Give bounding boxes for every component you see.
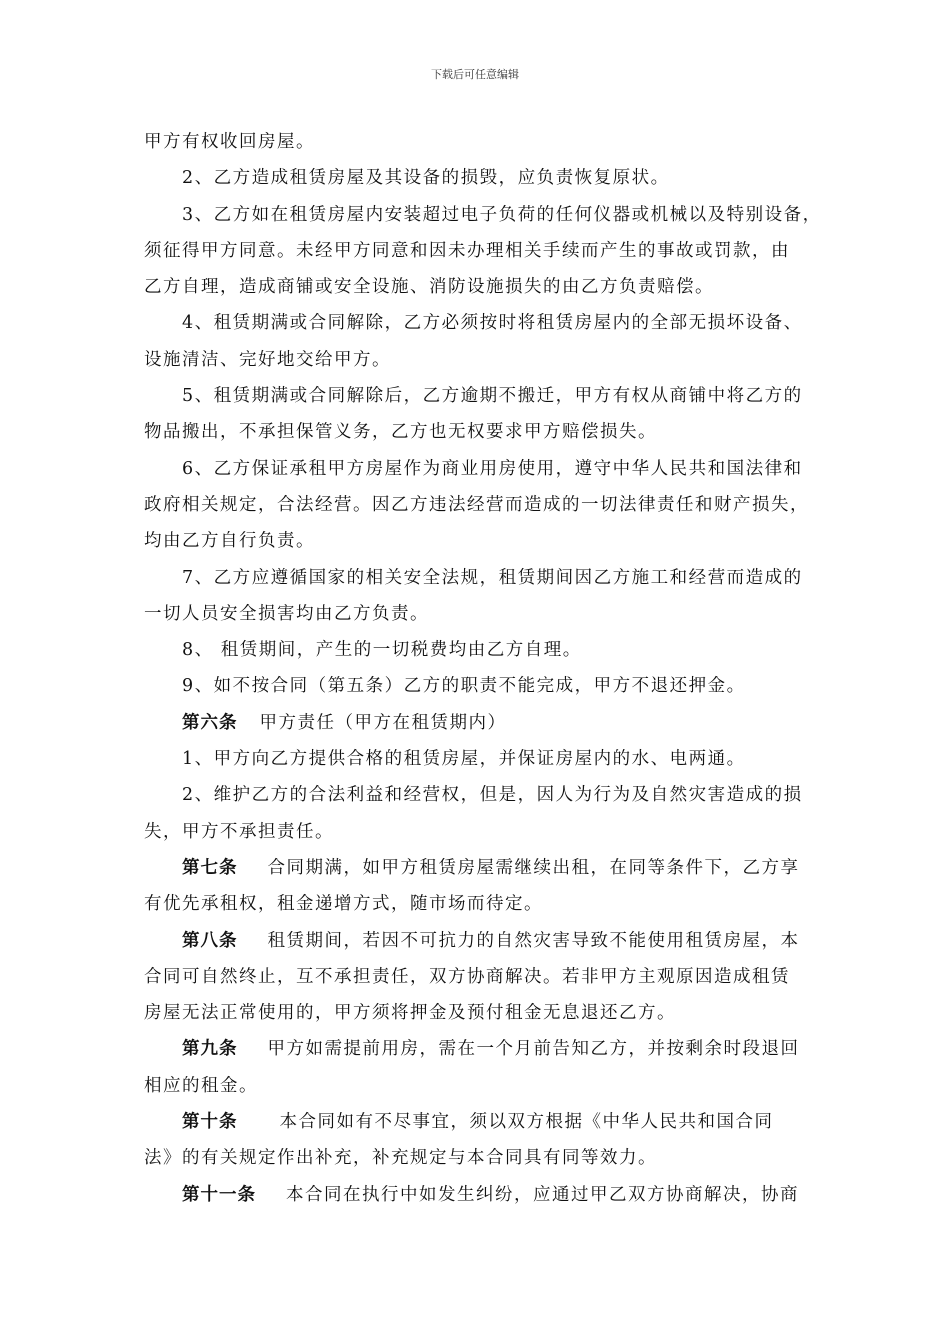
paragraph-line: 甲方有权收回房屋。 (144, 132, 315, 152)
paragraph-line: 均由乙方自行负责。 (144, 531, 315, 552)
paragraph-line: 9、如不按合同（第五条）乙方的职责不能完成，甲方不退还押金。 (182, 676, 746, 697)
paragraph-line: 有优先承租权，租金递增方式，随市场而待定。 (144, 894, 543, 915)
article-number: 第八条 (182, 930, 238, 951)
paragraph-line: 物品搬出，不承担保管义务，乙方也无权要求甲方赔偿损失。 (144, 422, 657, 443)
paragraph-line: 失，甲方不承担责任。 (144, 821, 334, 842)
paragraph-line: 6、乙方保证承租甲方房屋作为商业用房使用，遵守中华人民共和国法律和 (182, 458, 803, 479)
paragraph-line: 合同可自然终止，互不承担责任，双方协商解决。若非甲方主观原因造成租赁 (144, 966, 790, 987)
paragraph-line: 一切人员安全损害均由乙方负责。 (144, 603, 429, 624)
paragraph-line: 2、乙方造成租赁房屋及其设备的损毁，应负责恢复原状。 (182, 168, 670, 189)
paragraph-line: 4、租赁期满或合同解除，乙方必须按时将租赁房屋内的全部无损坏设备、 (182, 313, 803, 334)
paragraph-line: 政府相关规定，合法经营。因乙方违法经营而造成的一切法律责任和财产损失， (144, 494, 809, 515)
article-heading-line: 第八条 租赁期间，若因不可抗力的自然灾害导致不能使用租赁房屋，本 (182, 930, 800, 951)
article-heading-line: 第九条 甲方如需提前用房，需在一个月前告知乙方，并按剩余时段退回 (182, 1039, 800, 1060)
article-number: 第九条 (182, 1039, 238, 1060)
paragraph-line: 8、 租赁期间，产生的一切税费均由乙方自理。 (182, 640, 582, 661)
article-number: 第十条 (182, 1112, 238, 1133)
article-heading-line: 第七条 合同期满，如甲方租赁房屋需继续出租，在同等条件下，乙方享 (182, 857, 800, 878)
article-heading-line: 第十条 本合同如有不尽事宜，须以双方根据《中华人民共和国合同 (182, 1112, 774, 1133)
paragraph-line: 须征得甲方同意。未经甲方同意和因未办理相关手续而产生的事故或罚款，由 (144, 240, 790, 261)
paragraph-line: 相应的租金。 (144, 1075, 258, 1096)
paragraph-line: 1、甲方向乙方提供合格的租赁房屋，并保证房屋内的水、电两通。 (182, 749, 746, 770)
paragraph-line: 法》的有关规定作出补充，补充规定与本合同具有同等效力。 (144, 1148, 657, 1169)
paragraph-line: 2、维护乙方的合法利益和经营权，但是，因人为行为及自然灾害造成的损 (182, 785, 803, 806)
paragraph-line: 房屋无法正常使用的，甲方须将押金及预付租金无息退还乙方。 (144, 1003, 676, 1024)
article-heading-line: 第十一条 本合同在执行中如发生纠纷，应通过甲乙双方协商解决，协商 (182, 1184, 799, 1205)
paragraph-line: 3、乙方如在租赁房屋内安装超过电子负荷的任何仪器或机械以及特别设备， (182, 204, 822, 225)
article-number: 第六条 (182, 712, 238, 733)
article-heading-line: 第六条 甲方责任（甲方在租赁期内） (182, 712, 507, 733)
article-number: 第七条 (182, 857, 238, 878)
article-number: 第十一条 (182, 1184, 256, 1205)
document-body (144, 124, 822, 1213)
paragraph-line: 7、乙方应遵循国家的相关安全法规，租赁期间因乙方施工和经营而造成的 (182, 567, 803, 588)
page-header: 下载后可任意编辑 (431, 68, 519, 81)
paragraph-line: 设施清洁、完好地交给甲方。 (144, 349, 391, 370)
paragraph-line: 乙方自理，造成商铺或安全设施、消防设施损失的由乙方负责赔偿。 (144, 277, 714, 298)
paragraph-line: 5、租赁期满或合同解除后，乙方逾期不搬迁，甲方有权从商铺中将乙方的 (182, 386, 803, 407)
